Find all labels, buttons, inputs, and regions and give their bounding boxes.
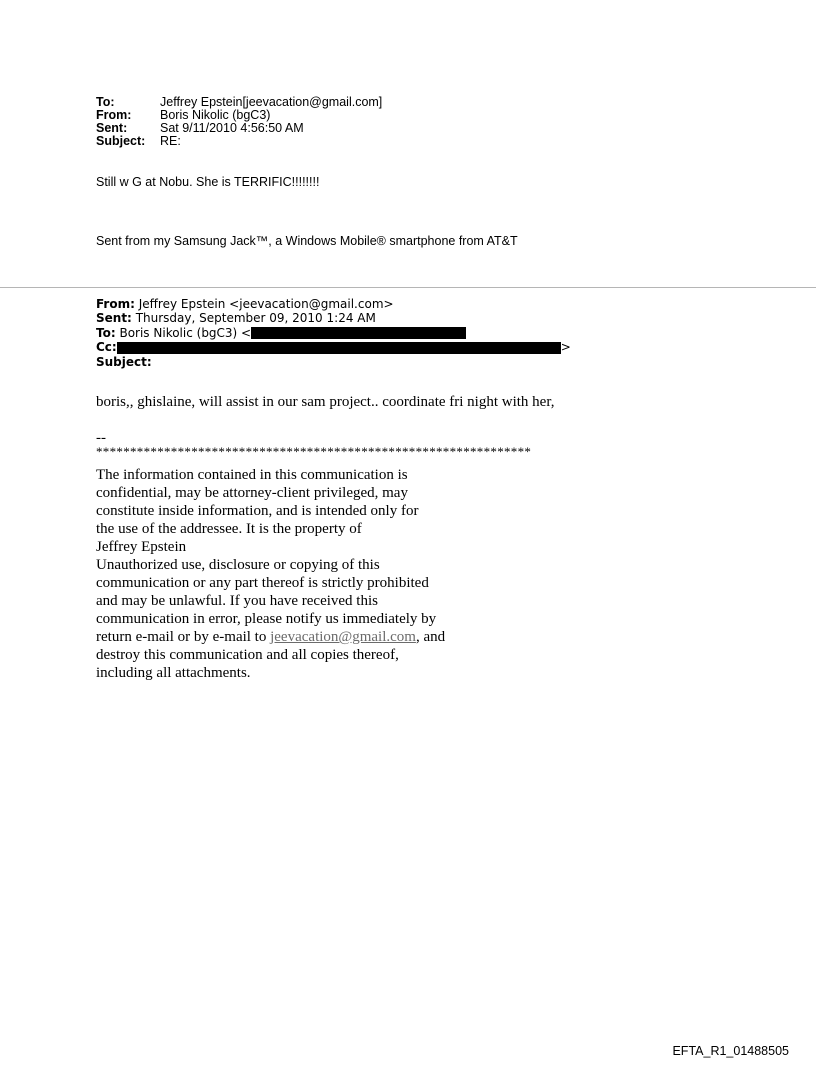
disclaimer-line: Unauthorized use, disclosure or copying of this — [96, 557, 380, 573]
disclaimer-line: and may be unlawful. If you have received this — [96, 593, 378, 609]
email-link[interactable]: jeevacation@gmail.com — [270, 629, 416, 645]
email-header — [96, 96, 382, 148]
disclaimer-line: communication or any part thereof is strictly prohibited — [96, 575, 429, 591]
confidentiality-disclaimer — [96, 466, 445, 682]
to-label: To: — [96, 95, 115, 109]
disclaimer-line: the use of the addressee. It is the property of — [96, 521, 362, 537]
return-prefix: return e-mail or by e-mail to — [96, 629, 271, 645]
quoted-subject-row — [96, 355, 571, 369]
quoted-subject-label: Subject: — [96, 354, 152, 369]
from-label: From: — [96, 108, 132, 122]
quoted-cc-label: Cc: — [96, 340, 117, 355]
quoted-body: boris,, ghislaine, will assist in our sam project.. coordinate fri night with her, — [96, 394, 555, 410]
document-id: EFTA_R1_01488505 — [672, 1044, 789, 1058]
disclaimer-line: including all attachments. — [96, 665, 251, 681]
quoted-header — [96, 297, 571, 369]
header-subject-row — [96, 135, 382, 148]
return-suffix: , and — [415, 629, 446, 645]
quoted-from-row — [96, 297, 571, 311]
disclaimer-line: constitute inside information, and is intended only for — [96, 503, 419, 519]
quoted-sent-value: Thursday, September 09, 2010 1:24 AM — [135, 311, 376, 326]
disclaimer-line: confidential, may be attorney-client privileged, may — [96, 485, 408, 501]
quoted-to-value: Boris Nikolic (bgC3) < — [119, 325, 252, 340]
subject-label: Subject: — [96, 134, 146, 148]
sent-label: Sent: — [96, 121, 128, 135]
redaction-bar-cc — [117, 342, 561, 354]
sent-value: Sat 9/11/2010 4:56:50 AM — [160, 121, 304, 135]
quoted-from-value: Jeffrey Epstein <jeevacation@gmail.com> — [138, 297, 394, 311]
to-value: Jeffrey Epstein[jeevacation@gmail.com] — [160, 95, 383, 109]
redaction-bar-to — [251, 327, 466, 339]
signature-stars: **************************************************************** — [96, 444, 532, 459]
reply-signature: Sent from my Samsung Jack™, a Windows Mobile® smartphone from AT&T — [96, 234, 518, 248]
disclaimer-line: The information contained in this communication is — [96, 467, 408, 483]
quoted-cc-row — [96, 340, 571, 354]
subject-value: RE: — [160, 134, 181, 148]
quoted-sent-label: Sent: — [96, 311, 132, 326]
disclaimer-line: destroy this communication and all copies thereof, — [96, 647, 399, 663]
disclaimer-return-line — [96, 628, 445, 646]
signature-dash: -- — [96, 430, 106, 446]
quoted-from-label: From: — [96, 297, 135, 311]
quoted-to-row — [96, 326, 571, 340]
quoted-sent-row — [96, 311, 571, 325]
disclaimer-line: Jeffrey Epstein — [96, 539, 187, 555]
reply-body: Still w G at Nobu. She is TERRIFIC!!!!!!!! — [96, 175, 320, 189]
disclaimer-line: communication in error, please notify us immediately by — [96, 611, 437, 627]
message-divider — [0, 287, 816, 288]
from-value: Boris Nikolic (bgC3) — [160, 108, 271, 122]
quoted-cc-tail: > — [560, 340, 571, 355]
quoted-to-label: To: — [96, 325, 116, 340]
